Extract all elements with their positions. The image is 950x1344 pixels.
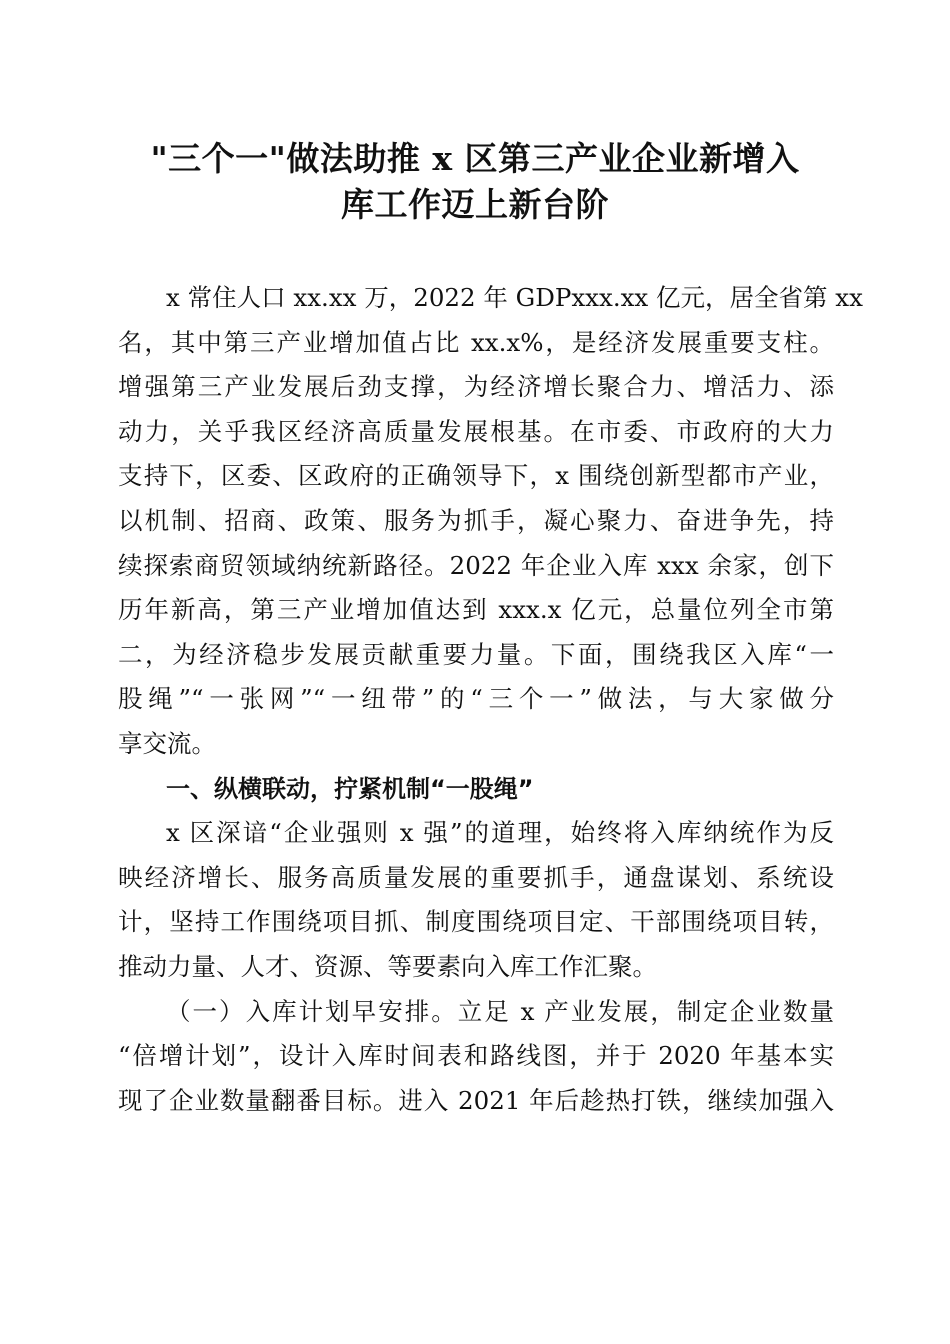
title-line-1: "三个一"做法助推 x 区第三产业企业新增入 [150, 139, 800, 178]
document-title [110, 136, 840, 228]
text-line: 二，为经济稳步发展贡献重要力量。下面，围绕我区入库“一 [118, 639, 834, 669]
text-line: 以机制、招商、政策、服务为抓手，凝心聚力、奋进争先，持 [118, 505, 834, 535]
text-line: “倍增计划”，设计入库时间表和路线图，并于 2020 年基本实 [118, 1041, 834, 1071]
subsection-lead: （一）入库计划早安排。 [166, 996, 458, 1026]
paragraph-section-1 [118, 811, 834, 989]
text-line: 增强第三产业发展后劲支撑，为经济增长聚合力、增活力、添 [118, 372, 834, 402]
text-line: 映经济增长、服务高质量发展的重要抓手，通盘谋划、系统设 [118, 862, 834, 892]
paragraph-intro [118, 276, 863, 767]
text-line [118, 990, 834, 1035]
section-heading: 一、纵横联动，拧紧机制“一股绳” [166, 774, 534, 803]
text-line: 动力，关乎我区经济高质量发展根基。在市委、市政府的大力 [118, 416, 834, 446]
text-line: 名，其中第三产业增加值占比 xx.x%，是经济发展重要支柱。 [118, 327, 834, 357]
paragraph-subsection-1 [118, 990, 834, 1124]
text-line: 现了企业数量翻番目标。进入 2021 年后趁热打铁，继续加强入 [118, 1085, 834, 1115]
text-line: 续探索商贸领域纳统新路径。2022 年企业入库 xxx 余家，创下 [118, 550, 834, 580]
text-line: 推动力量、人才、资源、等要素向入库工作汇聚。 [118, 951, 657, 981]
text-line: x 区深谙“企业强则 x 强”的道理，始终将入库纳统作为反 [166, 818, 834, 848]
text-line: 历年新高，第三产业增加值达到 xxx.x 亿元，总量位列全市第 [118, 595, 834, 625]
text-line: x 常住人口 xx.xx 万，2022 年 GDPxxx.xx 亿元，居全省第 xx [166, 283, 863, 312]
text-line: 享交流。 [118, 728, 216, 758]
text-line: 支持下，区委、区政府的正确领导下，x 围绕创新型都市产业， [118, 461, 834, 491]
text-line: 股绳”“一张网”“一纽带”的“三个一”做法，与大家做分 [118, 684, 834, 714]
text-line: 计，坚持工作围绕项目抓、制度围绕项目定、干部围绕项目转， [118, 907, 834, 937]
title-line-2: 库工作迈上新台阶 [341, 185, 609, 224]
document-body [118, 276, 863, 1123]
text-segment: 立足 x 产业发展，制定企业数量 [457, 996, 834, 1026]
